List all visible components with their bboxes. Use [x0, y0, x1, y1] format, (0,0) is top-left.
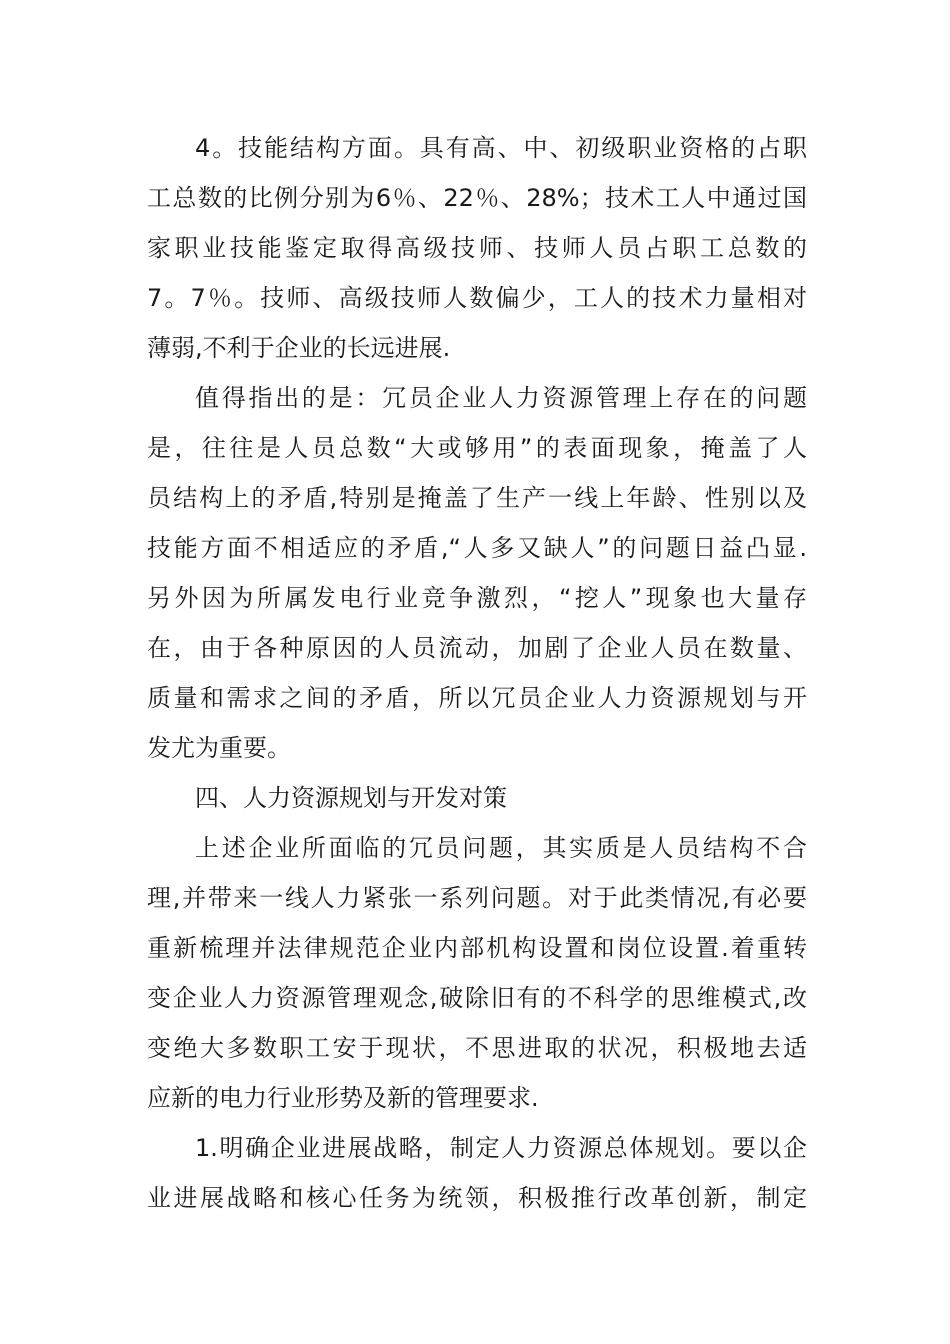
text-line: 四、人力资源规划与开发对策 — [195, 784, 507, 812]
text-line: 员结构上的矛盾,特别是掩盖了生产一线上年龄、性别以及 — [147, 484, 807, 512]
text-line: 重新梳理并法律规范企业内部机构设置和岗位设置.着重转 — [147, 934, 807, 962]
section-heading — [147, 773, 807, 823]
text-line: 应新的电力行业形势及新的管理要求. — [147, 1084, 539, 1112]
text-line: 是，往往是人员总数“大或够用”的表面现象，掩盖了人 — [147, 434, 807, 462]
text-line: 工总数的比例分别为6％、22％、28%；技术工人中通过国 — [147, 184, 807, 212]
text-line: 另外因为所属发电行业竞争激烈，“挖人”现象也大量存 — [147, 584, 807, 612]
text-line: 4。技能结构方面。具有高、中、初级职业资格的占职 — [195, 134, 807, 162]
paragraph-noteworthy — [147, 373, 807, 773]
text-line: 变绝大多数职工安于现状，不思进取的状况，积极地去适 — [147, 1034, 807, 1062]
text-line: 技能方面不相适应的矛盾,“人多又缺人”的问题日益凸显. — [147, 534, 807, 562]
text-line: 理,并带来一线人力紧张一系列问题。对于此类情况,有必要 — [147, 884, 807, 912]
document-body — [147, 123, 807, 1223]
text-line: 7。7％。技师、高级技师人数偏少，工人的技术力量相对 — [147, 284, 807, 312]
text-line: 质量和需求之间的矛盾，所以冗员企业人力资源规划与开 — [147, 684, 807, 712]
text-line: 上述企业所面临的冗员问题，其实质是人员结构不合 — [195, 834, 807, 862]
text-line: 家职业技能鉴定取得高级技师、技师人员占职工总数的 — [147, 234, 807, 262]
text-line: 1.明确企业进展战略，制定人力资源总体规划。要以企 — [195, 1134, 807, 1162]
paragraph-redundancy-issue — [147, 823, 807, 1123]
paragraph-skill-structure — [147, 123, 807, 373]
text-line: 业进展战略和核心任务为统领，积极推行改革创新，制定 — [147, 1184, 807, 1212]
text-line: 薄弱,不利于企业的长远进展. — [147, 334, 451, 362]
text-line: 值得指出的是：冗员企业人力资源管理上存在的问题 — [195, 384, 807, 412]
text-line: 变企业人力资源管理观念,破除旧有的不科学的思维模式,改 — [147, 984, 807, 1012]
paragraph-strategy-one — [147, 1123, 807, 1223]
text-line: 在，由于各种原因的人员流动，加剧了企业人员在数量、 — [147, 634, 807, 662]
text-line: 发尤为重要。 — [147, 734, 291, 762]
